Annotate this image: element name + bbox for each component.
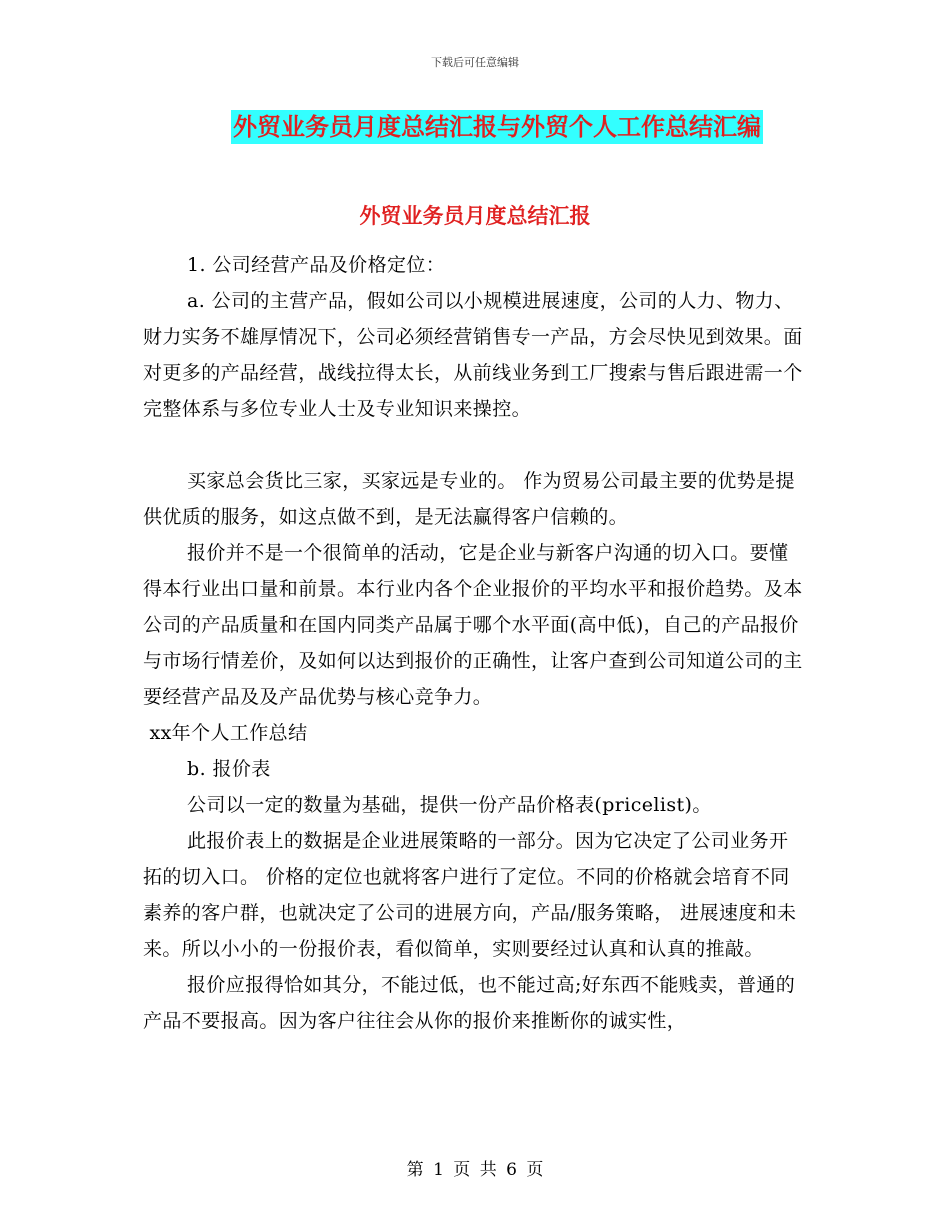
paragraph-gap [143,427,807,463]
paragraph-strategy: 此报价表上的数据是企业进展策略的一部分。因为它决定了公司业务开拓的切入口。 价格的定位也就将客户进行了定位。不同的价格就会培育不同素养的客户群，也就决定了公司的进展方向，产品/服务策略， 进展速度和未来。所以小小的一份报价表，看似简单，实则要经过认真和认真的推敲。 [143,830,797,960]
header-note: 下载后可任意编辑 [431,56,519,69]
paragraph-annual-summary: xx年个人工作总结 [143,722,308,744]
paragraph-heading-b: b. 报价表 [187,758,271,780]
document-body [143,247,807,1039]
paragraph-heading-1: 1. 公司经营产品及价格定位： [187,254,446,276]
paragraph-pricing-advice: 报价应报得恰如其分，不能过低，也不能过高;好东西不能贱卖，普通的产品不要报高。因为客户往往会从你的报价来推断你的诚实性， [143,974,796,1032]
document-title: 外贸业务员月度总结汇报与外贸个人工作总结汇编 [231,110,763,144]
paragraph-pricelist: 公司以一定的数量为基础，提供一份产品价格表(pricelist)。 [187,794,712,816]
section-title: 外贸业务员月度总结汇报 [359,203,591,228]
paragraph-buyers: 买家总会货比三家，买家远是专业的。 作为贸易公司最主要的优势是提供优质的服务，如这点做不到，是无法赢得客户信赖的。 [143,470,795,528]
document-title-wrap [0,110,950,144]
paragraph-main-product: a. 公司的主营产品，假如公司以小规模进展速度，公司的人力、物力、财力实务不雄厚情况下，公司必须经营销售专一产品，方会尽快见到效果。面对更多的产品经营，战线拉得太长，从前线业务到工厂搜索与售后跟进需一个完整体系与多位专业人士及专业知识来操控。 [143,290,803,420]
paragraph-quotation: 报价并不是一个很简单的活动，它是企业与新客户沟通的切入口。要懂得本行业出口量和前景。本行业内各个企业报价的平均水平和报价趋势。及本公司的产品质量和在国内同类产品属于哪个水平面(高中低)，自己的产品报价与市场行情差价，及如何以达到报价的正确性，让客户查到公司知道公司的主要经营产品及及产品优势与核心竞争力。 [143,542,803,708]
page-footer: 第 1 页 共 6 页 [406,1160,544,1180]
